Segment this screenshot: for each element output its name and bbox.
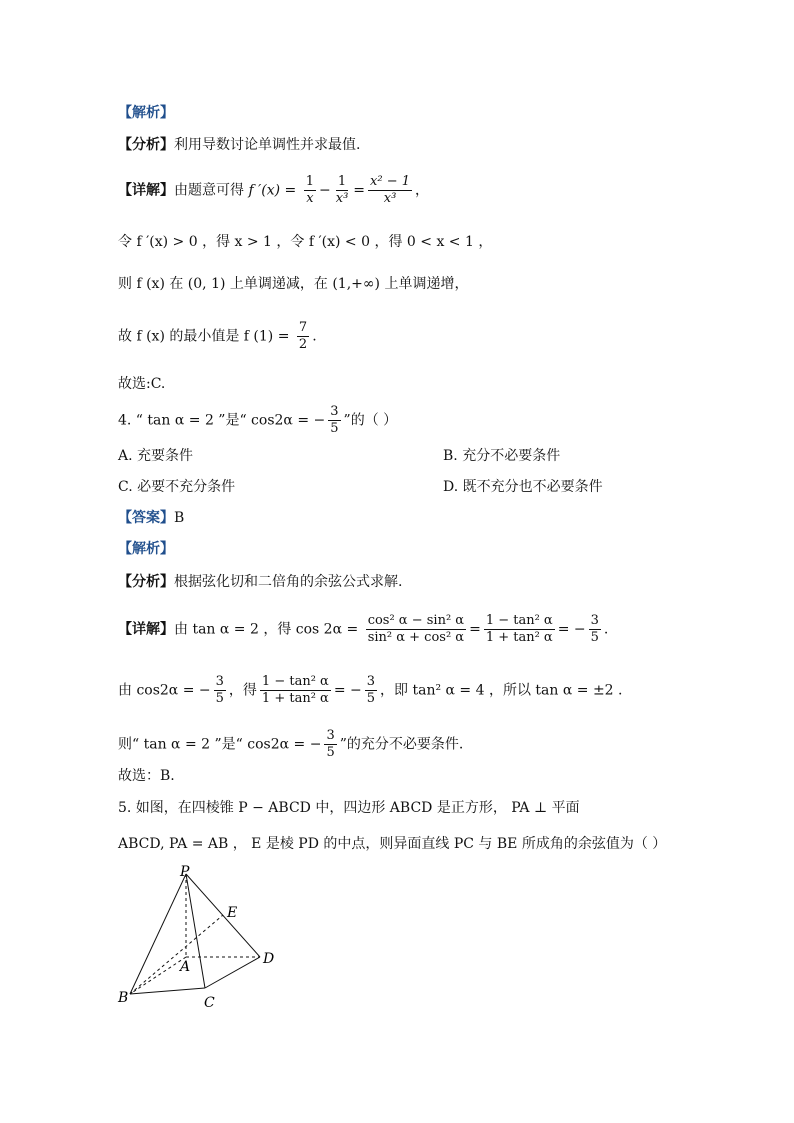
fraction xyxy=(334,174,351,207)
fenxi-text: 利用导数讨论单调性并求最值. xyxy=(174,137,361,153)
xj-pre: 由 tan α = 2 ，得 cos 2α = xyxy=(174,621,359,638)
label-d: D xyxy=(263,951,275,967)
gu-post: . xyxy=(312,328,317,345)
q4-fenxi-line xyxy=(118,572,402,592)
q4-option-a: A. 充要条件 xyxy=(118,448,194,464)
frac-num: 7 xyxy=(298,320,308,335)
frac-num: 3 xyxy=(330,404,339,419)
xj-post: . xyxy=(603,621,609,638)
you-post: ，即 tan² α = 4 ，所以 tan α = ±2 . xyxy=(380,682,623,699)
equals: = − xyxy=(333,682,362,699)
frac-num: 3 xyxy=(326,728,335,743)
fraction xyxy=(328,404,340,437)
q3-ling-line: 令 f ′(x) > 0 ，得 x > 1 ，令 f ′(x) < 0 ，得 0 < x < 1 ， xyxy=(118,234,493,250)
daan-label: 【答案】 xyxy=(118,510,174,526)
segment-be xyxy=(130,915,223,994)
jiexi-label: 【解析】 xyxy=(118,105,174,121)
frac-num: 3 xyxy=(215,674,224,689)
frac-num: 3 xyxy=(366,674,376,689)
fenxi-label: 【分析】 xyxy=(118,137,174,153)
q4-you-line xyxy=(118,674,623,707)
label-b: B xyxy=(118,990,129,1006)
frac-den: x xyxy=(306,191,314,206)
q4-stem xyxy=(118,404,397,437)
frac-num: 1 xyxy=(305,174,314,189)
q4-option-d: D. 既不充分也不必要条件 xyxy=(443,479,603,495)
fraction xyxy=(304,174,316,207)
frac-num: cos² α − sin² α xyxy=(367,613,465,628)
fraction xyxy=(365,674,377,707)
xiangjie-label: 【详解】 xyxy=(118,182,174,199)
label-a: A xyxy=(180,959,191,975)
ze-pre: 则“ tan α = 2 ”是“ cos2α = − xyxy=(118,736,322,753)
frac-num: 1 − tan² α xyxy=(485,613,553,628)
label-c: C xyxy=(204,995,215,1011)
q5-stem-line2: ABCD, PA = AB ， E 是棱 PD 的中点，则异面直线 PC 与 BE 所成角的余弦值为（ ） xyxy=(118,836,667,852)
fraction xyxy=(589,613,601,646)
frac-num: 1 − tan² α xyxy=(261,674,329,689)
stem-post: ”的（ ） xyxy=(343,412,398,429)
fraction xyxy=(324,728,336,761)
frac-den: 1 + tan² α xyxy=(485,630,553,645)
equals: = xyxy=(469,621,481,638)
q5-stem-line1: 5. 如图，在四棱锥 P − ABCD 中，四边形 ABCD 是正方形， PA ⊥ 平面 xyxy=(118,800,580,816)
fraction xyxy=(297,320,309,353)
label-p: P xyxy=(180,864,190,880)
frac-num: 3 xyxy=(590,613,599,628)
xiangjie-label: 【详解】 xyxy=(118,621,174,638)
frac-den: x³ xyxy=(335,191,349,206)
fenxi-text: 根据弦化切和二倍角的余弦公式求解. xyxy=(174,574,403,590)
edge-bc xyxy=(130,988,205,994)
you-pre: 由 cos2α = − xyxy=(118,682,211,699)
xiangjie-pre: 由题意可得 xyxy=(174,182,244,199)
q3-gu-line xyxy=(118,320,317,353)
q4-option-c: C. 必要不充分条件 xyxy=(118,479,236,495)
derivative-expr: f ′(x) = xyxy=(248,182,297,199)
ze-post: ”的充分不必要条件. xyxy=(339,736,464,753)
q3-jiexi-tag xyxy=(118,103,174,123)
fraction xyxy=(484,613,555,646)
fraction xyxy=(366,613,466,646)
label-e: E xyxy=(227,905,238,921)
frac-num: x² − 1 xyxy=(370,174,410,189)
daan-value: B xyxy=(174,510,185,526)
frac-den: 5 xyxy=(215,691,224,706)
q3-fenxi-line xyxy=(118,135,360,155)
fraction xyxy=(214,674,226,707)
equals: = − xyxy=(557,621,586,638)
q4-xiangjie-line xyxy=(118,613,608,646)
pyramid-figure xyxy=(110,862,290,1012)
frac-den: sin² α + cos² α xyxy=(367,630,465,645)
q4-answer: 故选：B. xyxy=(118,768,175,784)
frac-den: 5 xyxy=(590,630,599,645)
edge-pb xyxy=(130,874,186,994)
q4-jiexi-tag xyxy=(118,539,174,559)
fraction xyxy=(260,674,331,707)
q3-xiangjie-line: 【详解】由题意可得 f ′(x) = $\frac{1}{x}$ − $\frac{1}{\text{x³}}$ = $\frac{\text{x² − 1}}{\text{x³}}$ ， xyxy=(118,174,429,206)
q3-answer: 故选:C. xyxy=(118,376,166,392)
frac-den: 5 xyxy=(330,421,339,436)
q4-option-b: B. 充分不必要条件 xyxy=(443,448,561,464)
stem-pre: 4. “ tan α = 2 ”是“ cos2α = − xyxy=(118,412,326,429)
frac-den: 1 + tan² α xyxy=(261,691,329,706)
jiexi-label: 【解析】 xyxy=(118,541,174,557)
frac-num: 1 xyxy=(337,174,347,189)
frac-den: 5 xyxy=(366,691,376,706)
fenxi-label: 【分析】 xyxy=(118,574,174,590)
frac-den: x³ xyxy=(383,191,397,206)
edge-cd xyxy=(205,957,260,988)
q4-ze-line xyxy=(118,728,463,761)
frac-den: 2 xyxy=(298,337,308,352)
gu-pre: 故 f (x) 的最小值是 f (1) = xyxy=(118,328,290,345)
you-mid: ，得 xyxy=(228,682,257,699)
q3-ze-line: 则 f (x) 在 (0, 1) 上单调递减，在 (1,+∞) 上单调递增， xyxy=(118,276,469,292)
q4-answer-line xyxy=(118,508,184,528)
fraction xyxy=(368,174,412,207)
frac-den: 5 xyxy=(326,745,335,760)
